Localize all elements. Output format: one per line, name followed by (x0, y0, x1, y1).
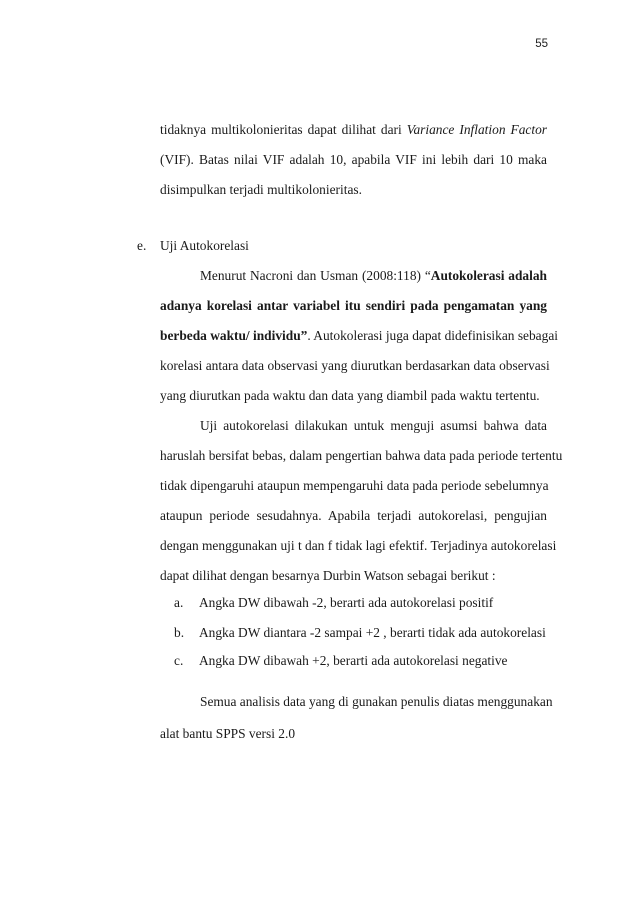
para1-line-5: yang diurutkan pada waktu dan data yang diambil pada waktu tertentu. (160, 388, 540, 403)
page-number: 55 (535, 38, 548, 50)
para2-line-4: ataupun periode sesudahnya. Apabila terjadi autokorelasi, pengujian (160, 508, 547, 523)
para2-line-6: dapat dilihat dengan besarnya Durbin Watson sebagai berikut : (160, 568, 496, 583)
intro-text: tidaknya multikolonieritas dapat dilihat dari (160, 122, 407, 137)
para2-line-5: dengan menggunakan uji t dan f tidak lagi efektif. Terjadinya autokorelasi (160, 538, 557, 553)
para1-line-2: adanya korelasi antar variabel itu sendiri pada pengamatan yang (160, 298, 547, 313)
para2-line-1: Uji autokorelasi dilakukan untuk menguji asumsi bahwa data (200, 418, 547, 433)
para3-line-1: Semua analisis data yang di gunakan penulis diatas menggunakan (200, 694, 553, 709)
intro-line-1 (160, 120, 547, 140)
list-item-letter: a. (174, 595, 184, 610)
list-item-text: Angka DW dibawah +2, berarti ada autokorelasi negative (199, 653, 508, 668)
para1-line-1 (200, 266, 547, 286)
intro-term: Variance Inflation Factor (406, 122, 547, 137)
para1-definition: Autokolerasi adalah (430, 268, 547, 283)
list-item-letter: c. (174, 653, 184, 668)
para3-line-2: alat bantu SPPS versi 2.0 (160, 726, 296, 741)
list-item-text: Angka DW dibawah -2, berarti ada autokorelasi positif (199, 595, 494, 610)
intro-line-2: (VIF). Batas nilai VIF adalah 10, apabila VIF ini lebih dari 10 maka (160, 152, 547, 167)
para1-line-3 (160, 326, 558, 346)
para1-line-4: korelasi antara data observasi yang diurutkan berdasarkan data observasi (160, 358, 550, 373)
para1-text: . Autokolerasi juga dapat didefinisikan sebagai (307, 328, 558, 343)
para2-line-3: tidak dipengaruhi ataupun mempengaruhi data pada periode sebelumnya (160, 478, 549, 493)
para1-text: Menurut Nacroni dan Usman (2008:118) “ (200, 268, 431, 283)
para2-line-2: haruslah bersifat bebas, dalam pengertian bahwa data pada periode tertentu (160, 448, 563, 463)
intro-line-3: disimpulkan terjadi multikolonieritas. (160, 182, 362, 197)
list-item-letter: b. (174, 625, 185, 640)
list-item-text: Angka DW diantara -2 sampai +2 , berarti tidak ada autokorelasi (199, 625, 546, 640)
section-heading: Uji Autokorelasi (160, 238, 249, 253)
para1-definition-end: berbeda waktu/ individu” (160, 328, 308, 343)
section-marker: e. (137, 238, 147, 253)
